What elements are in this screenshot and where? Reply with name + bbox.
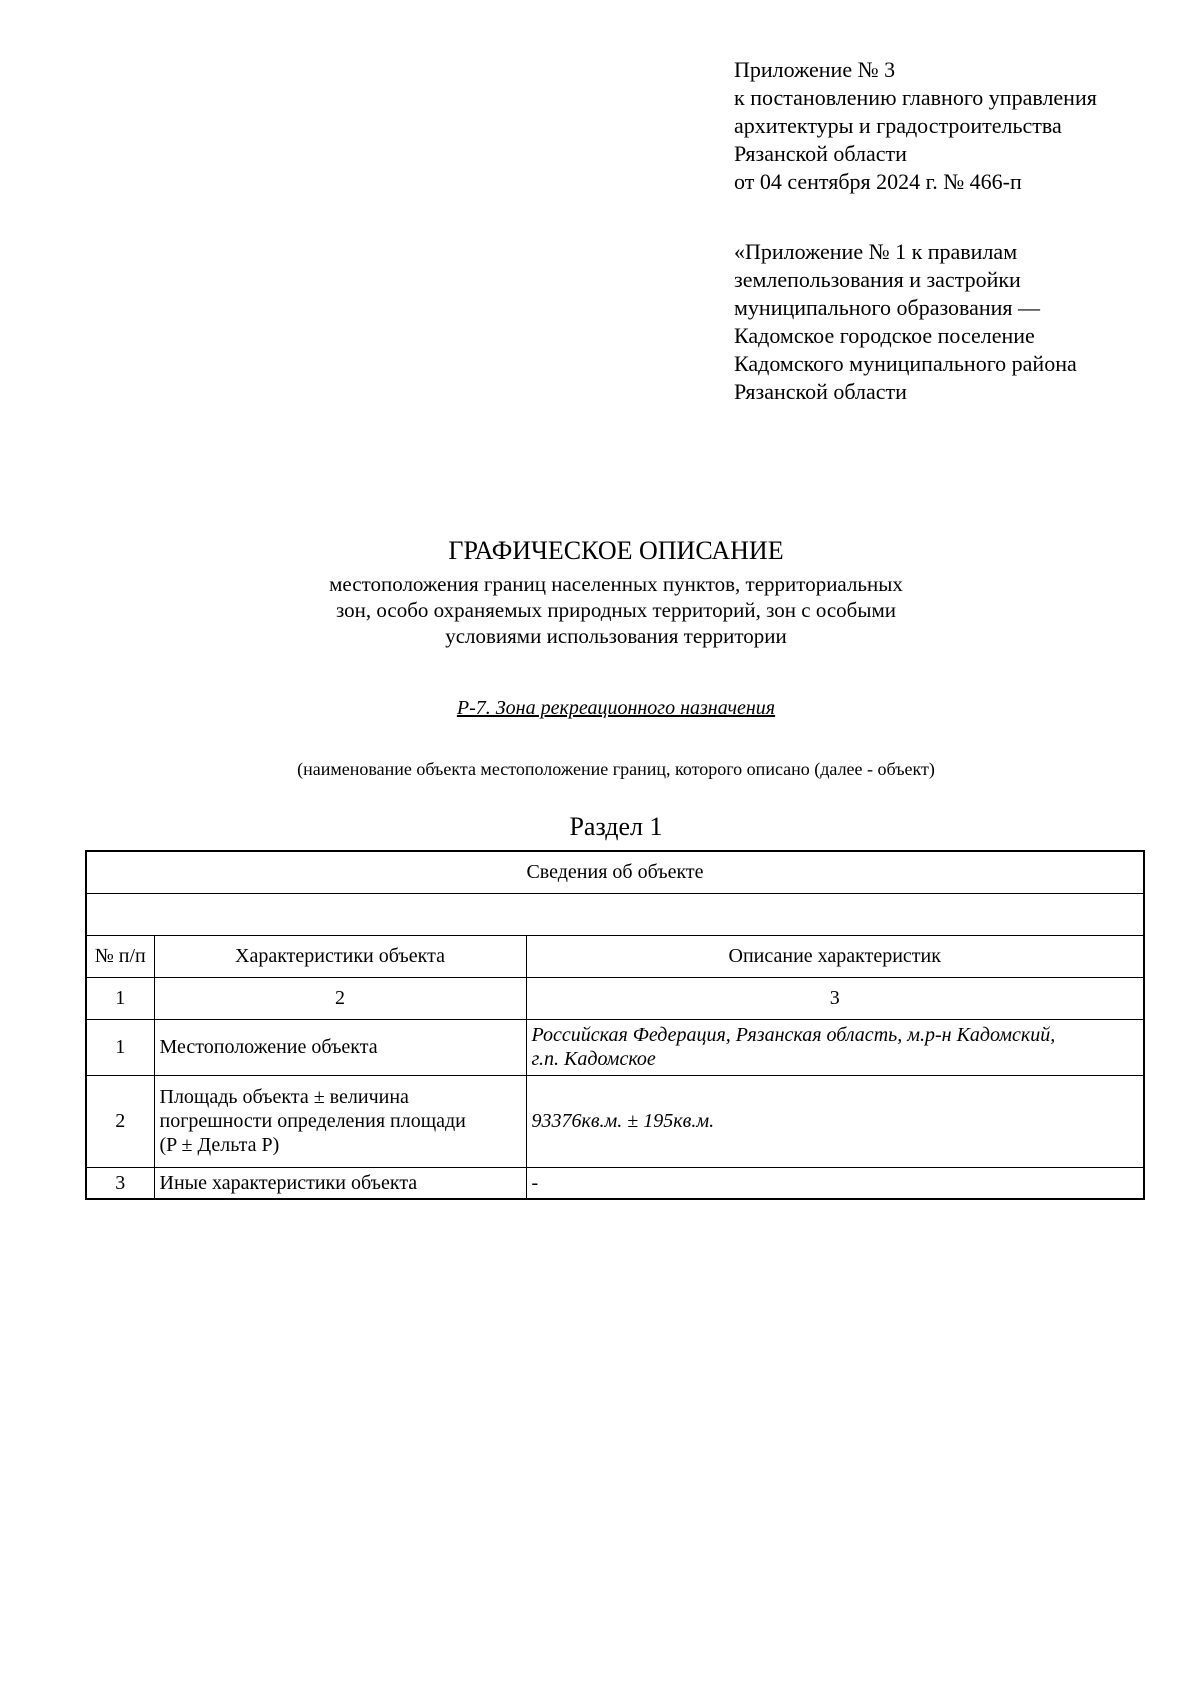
appendix-quote-line: землепользования и застройки [734,267,1021,292]
appendix-line: к постановлению главного управления [734,85,1097,110]
row-number: 2 [86,1075,154,1167]
row-description-line: г.п. Кадомское [531,1048,656,1070]
appendix-line: Рязанской области [734,141,907,166]
document-subtitle [0,571,1200,649]
numbering-cell: 2 [154,977,526,1019]
header-number: № п/п [86,935,154,977]
table-blank-row [86,893,1144,935]
subtitle-line: условиями использования территории [445,624,787,648]
row-description-line: Российская Федерация, Рязанская область, м.р-н Кадомский, [531,1024,1056,1046]
table-caption-row [86,851,1144,893]
table-header-row [86,935,1144,977]
appendix-line: от 04 сентября 2024 г. № 466-п [734,169,1022,194]
table-caption: Сведения об объекте [86,851,1144,893]
row-number: 3 [86,1167,154,1199]
table-numbering-row [86,977,1144,1019]
row-description [526,1167,1144,1199]
row-characteristic-line: Местоположение объекта [159,1036,378,1058]
appendix-header [734,56,1174,196]
table-row [86,1075,1144,1167]
row-description [526,1019,1144,1075]
numbering-cell: 3 [526,977,1144,1019]
header-description: Описание характеристик [526,935,1144,977]
appendix-quote-line: Кадомского муниципального района [734,351,1077,376]
row-characteristic-line: Иные характеристики объекта [159,1171,418,1194]
document-title: ГРАФИЧЕСКОЕ ОПИСАНИЕ [448,536,784,565]
row-characteristic [154,1019,526,1075]
appendix-quote-line: «Приложение № 1 к правилам [734,239,1018,264]
row-characteristic-line: (P ± Дельта P) [159,1134,280,1156]
row-description [526,1075,1144,1167]
subtitle-line: зон, особо охраняемых природных территорий, зон с особыми [335,598,897,622]
subtitle-line: местоположения границ населенных пунктов, территориальных [329,572,903,596]
appendix-quote-line: муниципального образования — [734,295,1041,320]
row-number: 1 [86,1019,154,1075]
row-description-line: - [531,1171,539,1194]
zone-caption: (наименование объекта местоположение границ, которого описано (далее - объект) [297,759,935,779]
appendix-line: Приложение № 3 [734,57,896,82]
appendix-line: архитектуры и градостроительства [734,113,1062,138]
numbering-cell: 1 [86,977,154,1019]
zone-name: Р-7. Зона рекреационного назначения [456,697,776,719]
row-characteristic-line: погрешности определения площади [159,1110,466,1132]
table-row [86,1167,1144,1199]
header-characteristics: Характеристики объекта [154,935,526,977]
appendix-quote [734,238,1174,406]
appendix-quote-line: Рязанской области [734,379,907,404]
appendix-quote-line: Кадомское городское поселение [734,323,1035,348]
row-characteristic [154,1167,526,1199]
section-title: Раздел 1 [569,812,663,841]
row-description-line: 93376кв.м. ± 195кв.м. [531,1110,715,1132]
row-characteristic [154,1075,526,1167]
table-row [86,1019,1144,1075]
row-characteristic-line: Площадь объекта ± величина [159,1086,409,1108]
blank-cell [86,893,1144,935]
object-info-table [85,850,1145,1200]
